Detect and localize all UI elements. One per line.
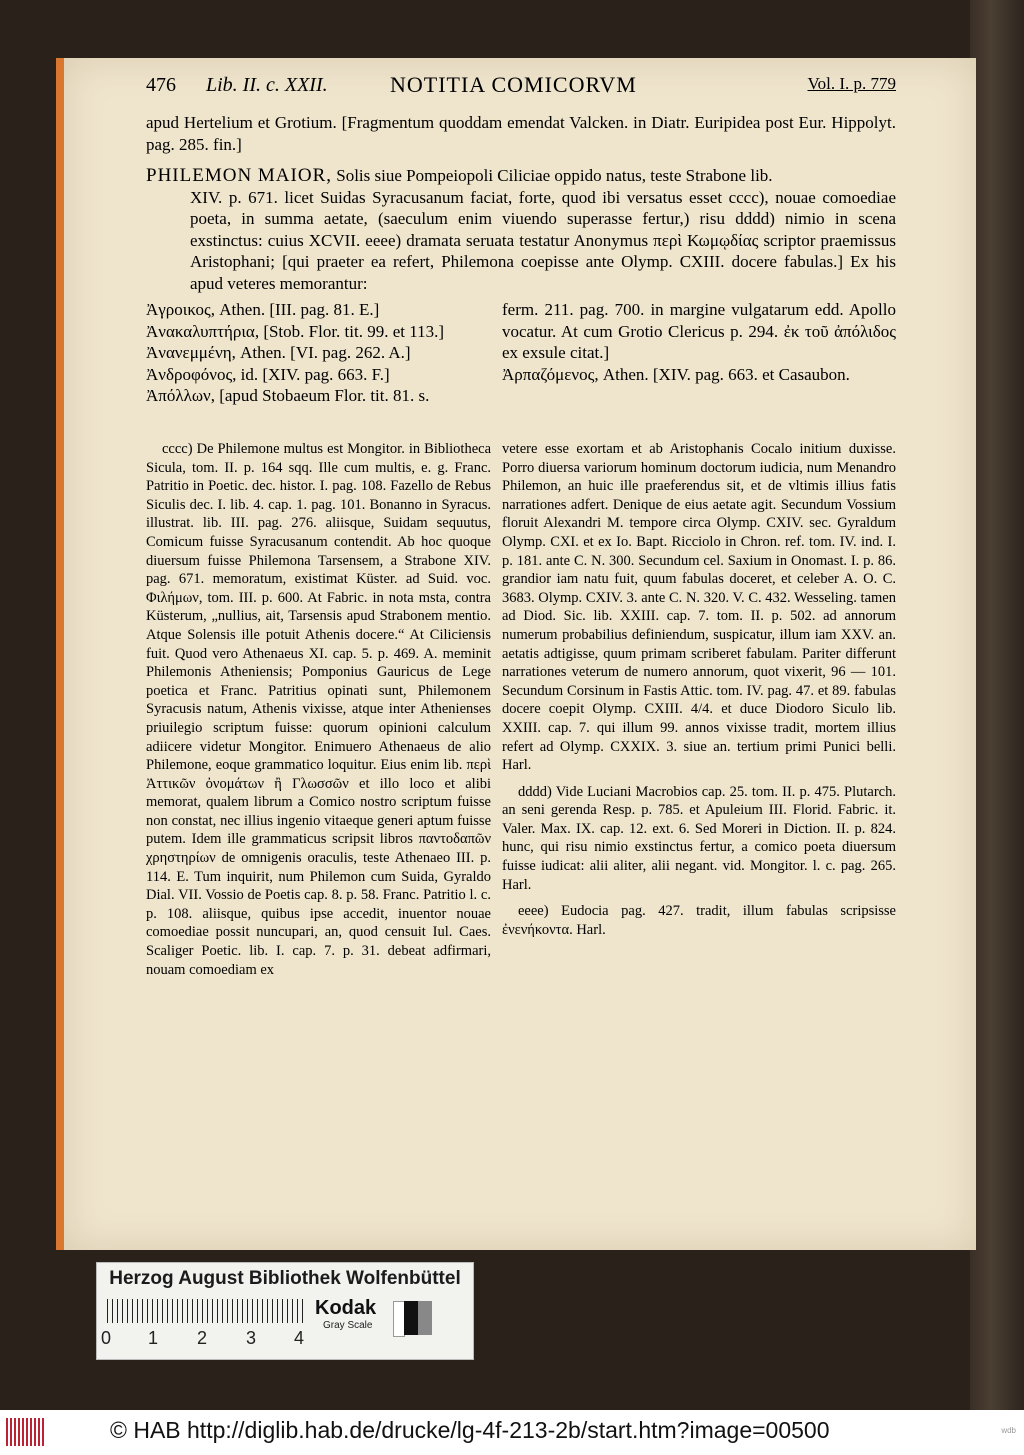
copyright-url[interactable]: © HAB http://diglib.hab.de/drucke/lg-4f-213-2b/start.htm?image=00500: [110, 1417, 830, 1443]
intro-paragraph: apud Hertelium et Grotium. [Fragmentum quoddam emendat Valcken. in Diatr. Euripidea post Eur. Hippolyt. pag. 285. fin.]: [146, 113, 896, 154]
gray-scale-label: Gray Scale: [323, 1320, 373, 1331]
footer-bar: [0, 1410, 1024, 1455]
ruler-scale: [107, 1299, 303, 1323]
list-item: Ἀνακαλυπτήρια, [Stob. Flor. tit. 99. et 113.]: [146, 321, 445, 341]
footnote-cccc: cccc) De Philemone multus est Mongitor. in Bibliotheca Sicula, tom. II. p. 164 sqq. Ille cum multis, e. g. Franc. Patritio in Poetic. dec. histor. I. pag. 108. Fazello de Rebus Siculis dec. I. lib. 4. cap. 1. pag. 101. Bonanno in Syracus. illustrat. lib. III. pag. 276. aliisque, Suidam sequutus, Comicum fuisse Syracusanum contendit. Ab hoc quoque diuersum fuisse Philemona Tarsensem, a Strabone XIV. pag. 671. memoratum, existimat Küster. ad Suid. voc. Φιλήμων, tom. III. p. 600. At Fabric. in nota msta, contra Küsterum, „nullius, ait, Tarsensis apud Strabonem mentio. Atque Solensis ille potuit Athenis docere.“ At Ciliciensis fuit. Quod vero Athenaeus XI. cap. 5. p. 469. A. meminit Philemonis Atheniensis; Pomponius Gauricus de Lege poetica et Franc. Patritius opinati sunt, Philemonem Syracusis natum, Athenis vixisse, atque inter Athenienses priuilegio scriptum fuisse: quorum opinioni calculum adiicere videtur Mongitor. Enimuero Athenaeus de alio Philemone, eoque grammatico loquitur. Eius enim lib. περὶ Ἀττικῶν ὀνομάτων ἢ Γλωσσῶν et illo loco et alibi memorat, qualem librum a Comico nostro scriptum fuisse non constat, nec illius ingenio vitaeque generi aptum fuisse putem. Idem ille grammaticus scripsit libros παντοδαπῶν χρηστηρίων de omnigenis oraculis, teste Athenaeo III. p. 114. E. Tum inquirit, num Philemon cum Suida, Gyraldo Dial. VII. Vossio de Poetis cap. 8. p. 58. Franc. Patritio l. c. p. 108. aliisque, quibus ipse accedit, inuentor nouae comoediae possit nuncupari, an, quod censuit Iul. Caes. Scaliger Poetic. lib. I. cap. 7. p. 31. debeat adfirmari, nouam comoediam ex: [146, 441, 491, 978]
list-item: Ἀρπαζόμενος, Athen. [XIV. pag. 663. et Casaubon.: [502, 364, 850, 384]
running-title: NOTITIA COMICORVM: [390, 72, 637, 97]
main-body: XIV. p. 671. licet Suidas Syracusanum faciat, forte, quod ibi versatus esset cccc), nouae comoediae poeta, in summa aetate, (saeculum enim viuendo superasse fertur,) risu dddd) nimio in scena exstinctus: cuius XCVII. eeee) dramata seruata testatur Anonymus περὶ Κωμῳδίας scriptor praemissus Aristophani; [qui praeter ea refert, Philemona coepisse ante Olymp. CXIII. docere fabulas.] Ex his apud veteres memorantur:: [190, 187, 896, 293]
ruler-number: 1: [148, 1328, 159, 1348]
book-edge: [970, 0, 1024, 1410]
ruler-number: 0: [101, 1328, 112, 1348]
footnote-continuation: vetere esse exortam et ab Aristophanis Cocalo initium duxisse. Porro diuersa variorum hominum doctorum iudicia, num Menandro Philemon, an huic ille praeferendus sit, et de vltimis illius fatis narrationes adfert. Denique de eius aetate agit. Secundum Vossium floruit Alexandri M. tempore circa Olymp. CXIV. sec. Gyraldum Olymp. CXI. et ex Io. Bapt. Ricciolo in Chron. ref. tom. IV. ind. I. p. 181. ante C. N. 300. Secundum cel. Saxium in Onomast. I. p. 86. grandior iam natu fuit, quum fabulas doceret, et celeber A. O. C. 3683. Olymp. CXIV. 3. ante C. N. 320. V. C. 432. Wesseling. tamen ad Diod. Sic. lib. XXIII. cap. 7. tom. II. p. 502. ad annorum numerum probabilius definiendum, suspicatur, illum iam XXV. an. aetatis adtigisse, quum primam scriberet fabulam. Pariter differunt narrationes veterum de numero annorum, quot vixerit, 96 — 101. Secundum Corsinum in Fastis Attic. tom. IV. pag. 47. et 89. fabulas docere coepit Olymp. CXIII. 4/4. et duce Diodoro Siculo lib. XXIII. cap. 7. qui illum 99. annos vixisse tradit, mortem illius refert ad Olymp. CXXIX. 3. siue an. tertium primi Punici belli. Harl.: [502, 441, 896, 774]
color-calibration-chart: [96, 1262, 474, 1360]
ruler-numbers: [101, 1328, 321, 1352]
gray-swatch-mid: [418, 1301, 432, 1335]
footer-signature: wdb: [1001, 1426, 1016, 1435]
footnote-dddd: dddd) Vide Luciani Macrobios cap. 25. tom. II. p. 475. Plutarch. an seni gerenda Resp. p. 785. et Apuleium III. Florid. Fabric. it. Valer. Max. IX. cap. 12. ext. 6. Sed Moreri in Diction. II. p. 824. hunc, qui risu nimio exstinctus fertur, a comico poeta diuersum fuisse iudicat: alii aliter, alii negant. vid. Mongitor. l. c. pag. 265. Harl.: [502, 783, 896, 893]
main-paragraph: [146, 165, 896, 294]
page-header: [146, 72, 896, 102]
plays-list-left: [146, 299, 491, 407]
entry-heading: PHILEMON MAIOR,: [146, 165, 332, 186]
page-number: 476: [146, 74, 176, 96]
list-item: Ἀπόλλων, [apud Stobaeum Flor. tit. 81. s.: [146, 386, 430, 405]
ruler-number: 2: [197, 1328, 208, 1348]
ruler-number: 4: [294, 1328, 305, 1348]
list-item: Ἀνδροφόνος, id. [XIV. pag. 663. F.]: [146, 364, 390, 384]
brand-label: Kodak: [315, 1297, 377, 1319]
footnotes-right-column: [502, 440, 896, 947]
volume-reference: Vol. I. p. 779: [807, 74, 896, 93]
gray-swatch-black: [404, 1301, 418, 1335]
list-item: ferm. 211. pag. 700. in margine vulgatarum edd. Apollo vocatur. At cum Grotio Clericus p. 294. ἐκ τοῦ ἀπόλιδος ex exsule citat.]: [502, 300, 896, 362]
library-name: Herzog August Bibliothek Wolfenbüttel: [109, 1268, 461, 1289]
plays-list-right: [502, 299, 896, 385]
chapter-reference: Lib. II. c. XXII.: [206, 74, 328, 96]
list-item: Ἀγροικος, Athen. [III. pag. 81. E.]: [146, 300, 380, 319]
list-item: Ἀνανεμμένη, Athen. [VI. pag. 262. A.]: [146, 343, 411, 362]
main-line-1: Solis siue Pompeiopoli Ciliciae oppido natus, teste Strabone lib.: [336, 166, 773, 185]
footnotes-left-column: [146, 440, 491, 987]
hab-logo-icon: [6, 1418, 46, 1446]
ruler-number: 3: [246, 1328, 257, 1348]
footnote-eeee: eeee) Eudocia pag. 427. tradit, illum fabulas scripsisse ἐνενήκοντα. Harl.: [502, 903, 896, 938]
